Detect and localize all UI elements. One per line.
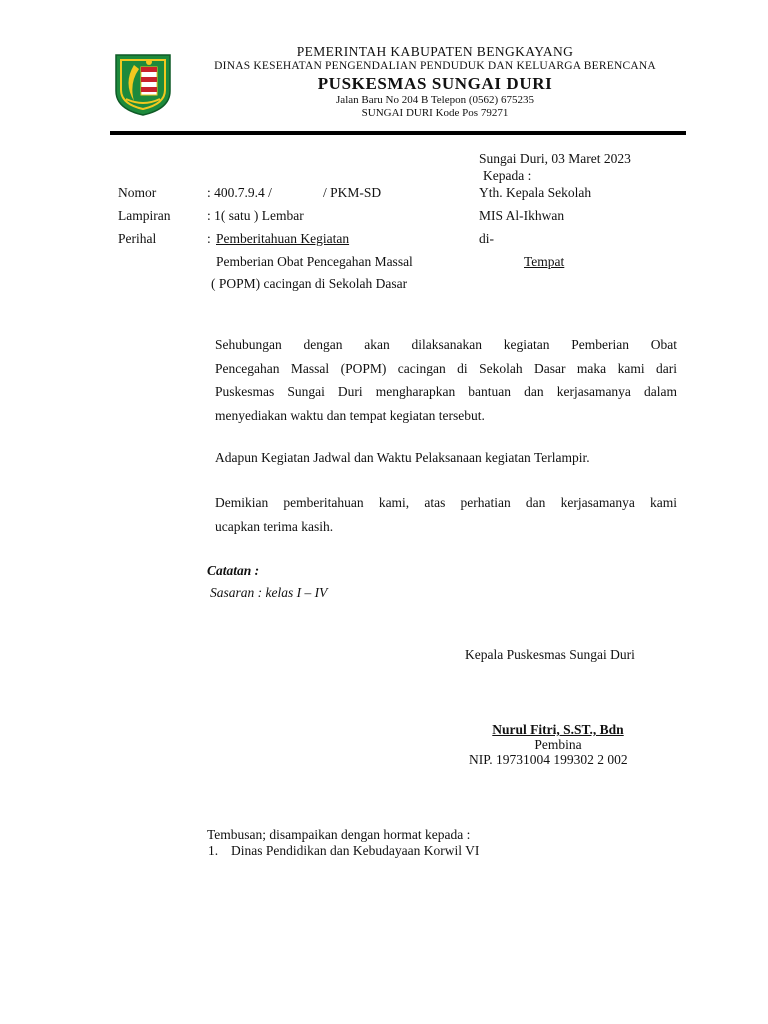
lampiran-value: : 1( satu ) Lembar <box>207 208 304 223</box>
letterhead-divider <box>110 131 686 135</box>
body-paragraph-1-line-3: Puskesmas Sungai Duri mengharapkan bantuan dan kerjasamanya dalam <box>215 384 677 399</box>
recipient-line-4: Tempat <box>524 254 565 269</box>
note-label: Catatan : <box>207 563 260 578</box>
nomor-label: Nomor <box>118 185 157 200</box>
body-paragraph-1-line-2: Pencegahan Massal (POPM) cacingan di Sekolah Dasar maka kami dari <box>215 360 677 376</box>
recipient-line-2: MIS Al-Ikhwan <box>479 208 565 223</box>
letterhead-address: Jalan Baru No 204 B Telepon (0562) 675235 <box>336 94 534 106</box>
signature-rank: Pembina <box>534 737 582 752</box>
body-paragraph-1-line-4: menyediakan waktu dan tempat kegiatan tersebut. <box>215 407 485 423</box>
recipient-line-1: Yth. Kepala Sekolah <box>479 185 592 200</box>
nomor-suffix: / PKM-SD <box>323 185 382 200</box>
body-paragraph-3-line-2: ucapkan terima kasih. <box>215 518 334 534</box>
body-paragraph-3 <box>215 491 677 538</box>
body-paragraph-3-line-1: Demikian pemberitahuan kami, atas perhatian dan kerjasamanya kami <box>215 495 677 510</box>
signature-title: Kepala Puskesmas Sungai Duri <box>465 647 635 662</box>
cc-item-text: Dinas Pendidikan dan Kebudayaan Korwil VI <box>231 843 480 858</box>
lampiran-label: Lampiran <box>118 208 171 223</box>
regional-emblem-shield-icon <box>112 51 174 117</box>
recipient-line-3: di- <box>479 231 494 246</box>
note-text: Sasaran : kelas I – IV <box>210 585 328 600</box>
body-paragraph-2: Adapun Kegiatan Jadwal dan Waktu Pelaksanaan kegiatan Terlampir. <box>215 450 590 465</box>
letterhead-city: SUNGAI DURI Kode Pos 79271 <box>361 107 509 119</box>
cc-item-number: 1. <box>208 843 219 858</box>
letterhead-department: DINAS KESEHATAN PENGENDALIAN PENDUDUK DAN KELUARGA BERENCANA <box>214 60 656 72</box>
perihal-line-2: Pemberian Obat Pencegahan Massal <box>216 254 413 269</box>
perihal-line-1: Pemberitahuan Kegiatan <box>216 231 350 246</box>
cc-intro: Tembusan; disampaikan dengan hormat kepada : <box>207 827 471 842</box>
body-paragraph-1-line-1: Sehubungan dengan akan dilaksanakan kegiatan Pemberian Obat <box>215 337 677 352</box>
perihal-colon: : <box>207 231 211 246</box>
signature-nip: NIP. 19731004 199302 2 002 <box>469 752 628 767</box>
recipient-kepada: Kepada : <box>483 168 532 183</box>
letterhead-institution: PUSKESMAS SUNGAI DURI <box>317 74 553 93</box>
signature-name: Nurul Fitri, S.ST., Bdn <box>492 722 624 737</box>
letterhead-government: PEMERINTAH KABUPATEN BENGKAYANG <box>296 44 574 59</box>
perihal-label: Perihal <box>118 231 157 246</box>
place-date: Sungai Duri, 03 Maret 2023 <box>479 151 631 166</box>
perihal-line-3: ( POPM) cacingan di Sekolah Dasar <box>211 276 408 291</box>
nomor-value: : 400.7.9.4 / <box>207 185 272 200</box>
body-paragraph-1 <box>215 333 677 427</box>
